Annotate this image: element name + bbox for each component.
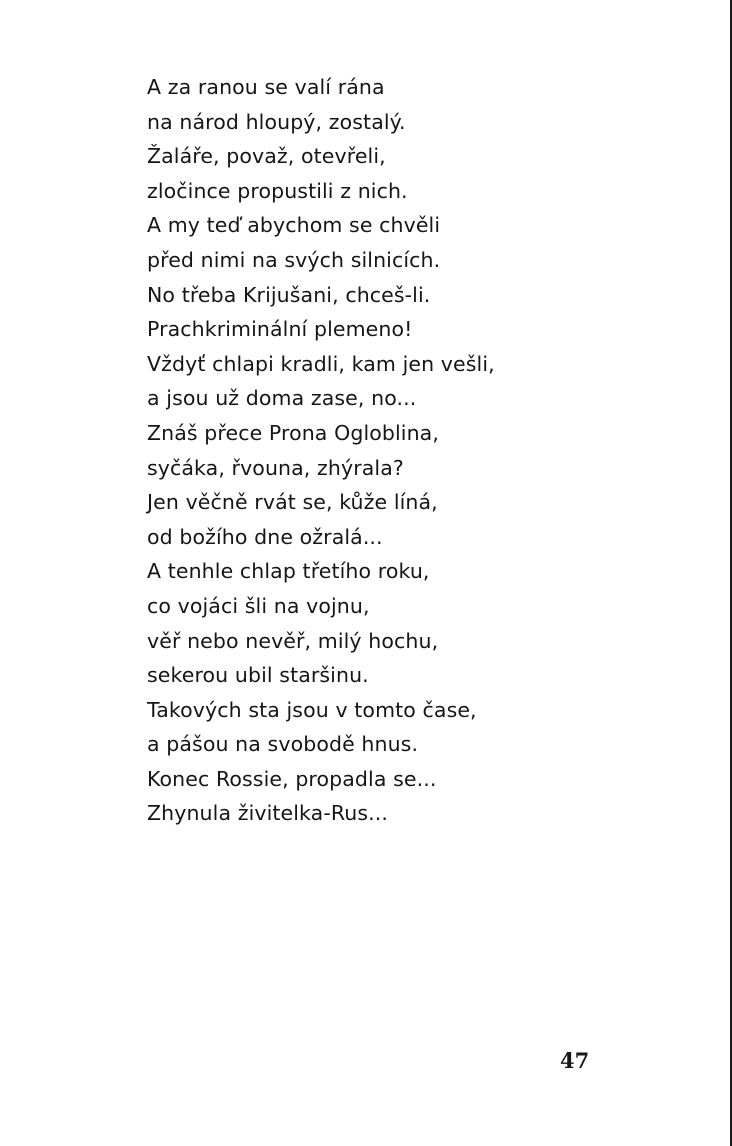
poem-line: a pášou na svobodě hnus.: [147, 732, 419, 757]
poem-line: sekerou ubil staršinu.: [147, 663, 369, 688]
poem-line: Vždyť chlapi kradli, kam jen vešli,: [147, 351, 495, 376]
poem-line: Zhynula živitelka-Rus...: [147, 801, 388, 826]
poem-line: zločince propustili z nich.: [147, 178, 408, 203]
page-number: 47: [560, 1048, 590, 1073]
poem-line: před nimi na svých silnicích.: [147, 247, 441, 272]
poem-line: syčáka, řvouna, zhýrala?: [147, 455, 404, 480]
poem-line: Žaláře, považ, otevřeli,: [147, 144, 386, 169]
poem-line: No třeba Krijušani, chceš-li.: [147, 282, 431, 307]
poem-line: Prachkriminální plemeno!: [147, 317, 413, 342]
poem-line: Jen věčně rvát se, kůže líná,: [147, 490, 438, 515]
poem-line: Konec Rossie, propadla se...: [147, 766, 437, 791]
poem-line: A tenhle chlap třetího roku,: [147, 559, 430, 584]
poem-line: Znáš přece Prona Ogloblina,: [147, 420, 439, 445]
poem-line: věř nebo nevěř, milý hochu,: [147, 628, 439, 653]
poem-line: na národ hloupý, zostalý.: [147, 109, 406, 134]
poem-line: Takových sta jsou v tomto čase,: [147, 697, 477, 722]
poem-line: od božího dne ožralá...: [147, 524, 383, 549]
poem-line: a jsou už doma zase, no...: [147, 386, 417, 411]
poem-line: A my teď abychom se chvěli: [147, 213, 441, 238]
poem-line: co vojáci šli na vojnu,: [147, 593, 370, 618]
poem-line: A za ranou se valí rána: [147, 75, 385, 99]
poem-text: [147, 70, 607, 831]
